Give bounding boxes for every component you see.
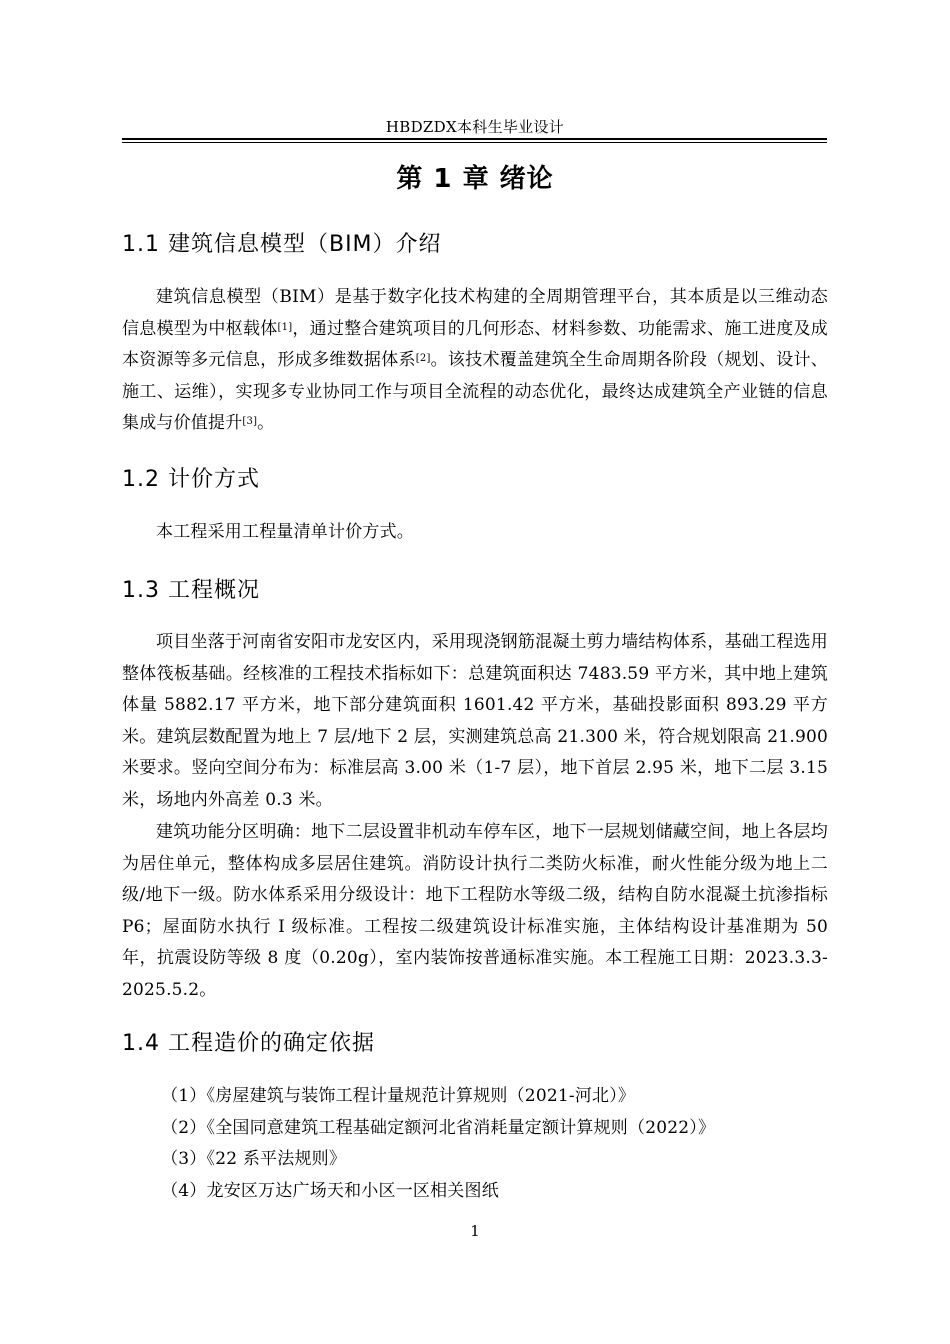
section-1-3-paragraph-2: 建筑功能分区明确：地下二层设置非机动车停车区，地下一层规划储藏空间，地上各层均为居住单元，整体构成多层居住建筑。消防设计执行二类防火标准，耐火性能分级为地上二级/地下一级。防水体系采用分级设计：地下工程防水等级二级，结构自防水混凝土抗渗指标 P6；屋面防水执行 I 级标准。工程按二级建筑设计标准实施，主体结构设计基准期为 50 年，抗震设防等级 8 度（0.20g），室内装饰按普通标准实施。本工程施工日期：2023.3.3-2025.5.2。 bbox=[122, 822, 828, 1000]
page-number: 1 bbox=[470, 1222, 480, 1240]
citation-ref: [3] bbox=[242, 416, 258, 427]
list-item: （1）《房屋建筑与装饰工程计量规范计算规则（2021-河北）》 bbox=[161, 1086, 636, 1106]
section-title-1-4: 1.4 工程造价的确定依据 bbox=[122, 1031, 375, 1056]
section-title-1-1: 1.1 建筑信息模型（BIM）介绍 bbox=[122, 232, 442, 257]
section-1-2-paragraph: 本工程采用工程量清单计价方式。 bbox=[156, 522, 414, 542]
list-item: （4）龙安区万达广场天和小区一区相关图纸 bbox=[161, 1180, 499, 1201]
paragraph-text: 。该技术覆盖建筑全生命周期各阶段（规划、设计、施工、运维），实现多专业协同工作与项目全流程的动态优化，最终达成建筑全产业链的信息集成与价值提升 bbox=[122, 350, 828, 433]
header-rule-thin bbox=[122, 142, 827, 143]
section-title-1-3: 1.3 工程概况 bbox=[122, 578, 260, 603]
running-header: HBDZDX本科生毕业设计 bbox=[385, 118, 565, 136]
citation-ref: [1] bbox=[277, 321, 293, 333]
section-1-3-paragraph-1: 项目坐落于河南省安阳市龙安区内，采用现浇钢筋混凝土剪力墙结构体系，基础工程选用整体筏板基础。经核准的工程技术指标如下：总建筑面积达 7483.59 平方米，其中地上建筑体量 5882.17 平方米，地下部分建筑面积 1601.42 平方米，基础投影面积 893.29 平方米。建筑层数配置为地上 7 层/地下 2 层，实测建筑总高 21.300 米，符合规划限高 21.900 米要求。竖向空间分布为：标准层高 3.00 米（1-7 层），地下首层 2.95 米，地下二层 3.15 米，场地内外高差 0.3 米。 bbox=[122, 632, 828, 810]
list-item: （2）《全国同意建筑工程基础定额河北省消耗量定额计算规则（2022）》 bbox=[161, 1117, 716, 1138]
paragraph-text: ，通过整合建筑项目的几何形态、材料参数、功能需求、施工进度及成本资源等多元信息，形成多维数据体系 bbox=[122, 318, 828, 370]
citation-ref: [2] bbox=[415, 353, 431, 364]
section-title-1-2: 1.2 计价方式 bbox=[122, 467, 260, 492]
paragraph-text: 建筑信息模型（BIM）是基于数字化技术构建的全周期管理平台，其本质是以三维动态信息模型为中枢载体 bbox=[122, 287, 828, 339]
paragraph-text: 。 bbox=[257, 413, 275, 433]
header-rule-thick bbox=[122, 138, 827, 140]
section-1-1-paragraph bbox=[122, 282, 828, 440]
list-item: （3）《22 系平法规则》 bbox=[161, 1149, 347, 1169]
chapter-title: 第 1 章 绪论 bbox=[396, 164, 554, 194]
basis-list bbox=[122, 1081, 828, 1207]
